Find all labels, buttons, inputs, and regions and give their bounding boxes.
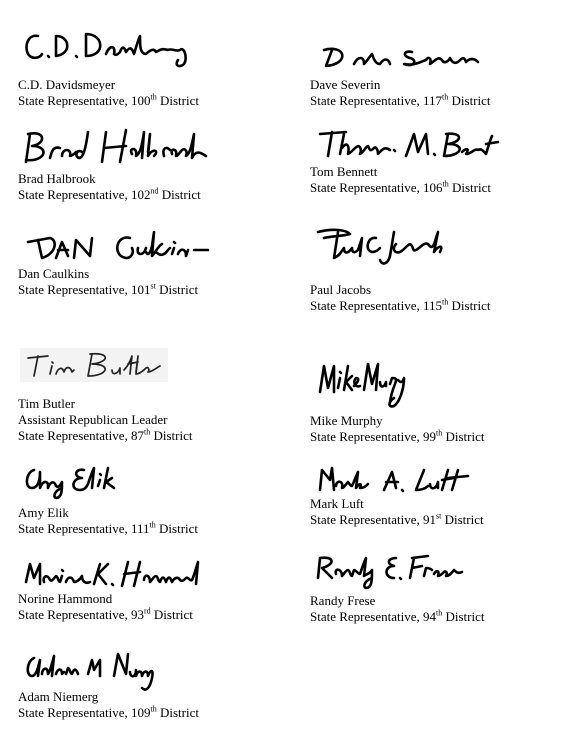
signature-murphy	[314, 358, 408, 412]
signer-block-bennett	[310, 164, 491, 196]
signer-block-caulkins	[18, 266, 198, 298]
signer-title: State Representative, 101st District	[18, 281, 199, 297]
signer-title: State Representative, 109th District	[18, 704, 199, 720]
signature-elik	[22, 462, 122, 502]
signer-title: State Representative, 117th District	[310, 92, 491, 108]
signer-title: State Representative, 102nd District	[18, 186, 201, 202]
signer-title: State Representative, 99th District	[310, 428, 485, 444]
signer-name: Adam Niemerg	[18, 689, 99, 704]
signer-role: Assistant Republican Leader	[18, 412, 168, 427]
signer-title: State Representative, 94th District	[310, 608, 485, 624]
signer-name: Norine Hammond	[18, 591, 113, 606]
signer-block-elik	[18, 505, 198, 537]
signer-title: State Representative, 111th District	[18, 520, 199, 536]
signer-block-butler	[18, 396, 192, 444]
signature-frese	[314, 550, 464, 592]
signer-title: State Representative, 115th District	[310, 297, 491, 313]
signer-block-severin	[310, 77, 491, 109]
signer-block-murphy	[310, 413, 484, 445]
signer-block-hammond	[18, 591, 193, 623]
signer-block-frese	[310, 593, 484, 625]
signature-hammond	[20, 556, 204, 590]
signature-halbrook	[22, 126, 210, 168]
signer-name: Dan Caulkins	[18, 266, 90, 281]
signer-name: Tim Butler	[18, 396, 75, 411]
signer-title: State Representative, 93rd District	[18, 606, 193, 622]
signer-title: State Representative, 91st District	[310, 511, 484, 527]
signer-name: Brad Halbrook	[18, 171, 96, 186]
signature-caulkins	[22, 228, 208, 264]
signer-name: Amy Elik	[18, 505, 69, 520]
signer-block-niemerg	[18, 689, 199, 721]
signature-davidsmeyer	[22, 28, 197, 72]
signer-name: C.D. Davidsmeyer	[18, 77, 116, 92]
signature-severin	[318, 42, 490, 72]
signer-name: Paul Jacobs	[310, 282, 372, 297]
signer-name: Randy Frese	[310, 593, 376, 608]
signer-name: Tom Bennett	[310, 164, 378, 179]
signer-block-davidsmeyer	[18, 77, 199, 109]
signature-luft	[314, 462, 474, 498]
signature-bennett	[316, 126, 502, 162]
signer-title: State Representative, 106th District	[310, 179, 491, 195]
signer-title: State Representative, 87th District	[18, 427, 193, 443]
signature-niemerg	[22, 648, 160, 694]
signature-butler	[20, 348, 168, 382]
signer-name: Dave Severin	[310, 77, 381, 92]
signer-block-luft	[310, 496, 484, 528]
signer-name: Mark Luft	[310, 496, 364, 511]
signer-block-jacobs	[310, 282, 491, 314]
signer-title: State Representative, 100th District	[18, 92, 199, 108]
signer-block-halbrook	[18, 171, 201, 203]
signature-jacobs	[314, 224, 454, 270]
signer-name: Mike Murphy	[310, 413, 383, 428]
